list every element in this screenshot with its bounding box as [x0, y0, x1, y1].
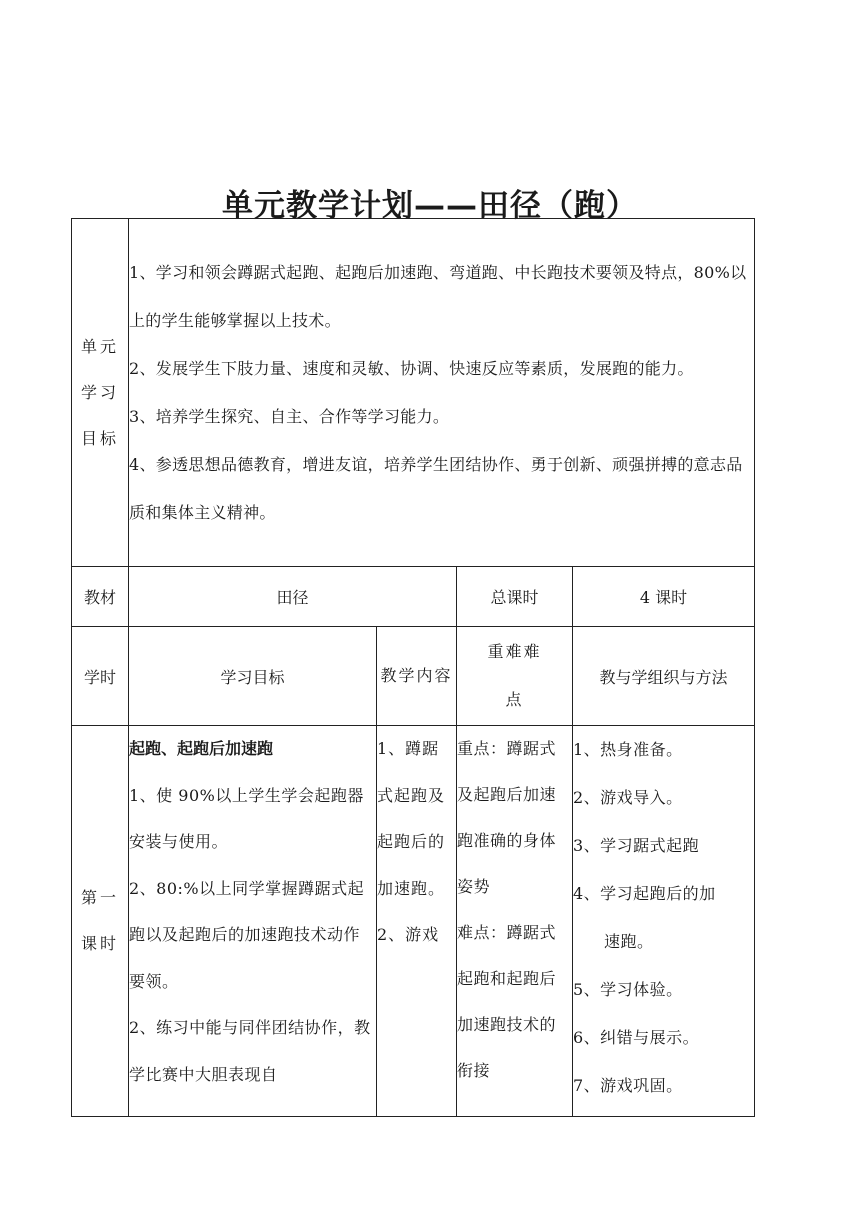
goal-item: 3、培养学生探究、自主、合作等学习能力。 — [129, 406, 450, 426]
content-item: 1、蹲踞式起跑及起跑后的加速跑。 — [377, 739, 446, 898]
method-item: 1、热身准备。 — [573, 740, 683, 759]
total-hours-label: 总课时 — [457, 567, 573, 627]
lesson-objectives — [129, 726, 377, 1117]
unit-goals-content — [129, 219, 755, 567]
page-title: 单元教学计划——田径（跑） — [222, 188, 638, 224]
method-item: 7、游戏巩固。 — [573, 1076, 683, 1095]
key-point: 重点：蹲踞式及起跑后加速跑准确的身体姿势 — [457, 739, 557, 896]
header-row — [72, 627, 755, 726]
material-value: 田径 — [129, 567, 457, 627]
goal-item: 4、参透思想品德教育，增进友谊，培养学生团结协作、勇于创新、顽强拼搏的意志品质和集体主义精神。 — [129, 454, 743, 522]
method-item-continuation: 速跑。 — [604, 932, 654, 951]
lesson-key-points — [457, 726, 573, 1117]
header-method: 教与学组织与方法 — [573, 627, 755, 726]
material-row — [72, 567, 755, 627]
lesson-row — [72, 726, 755, 1117]
goal-item: 1、学习和领会蹲踞式起跑、起跑后加速跑、弯道跑、中长跑技术要领及特点，80%以上的学生能够掌握以上技术。 — [129, 262, 747, 330]
unit-goals-label: 单元 学习 目标 — [72, 219, 129, 567]
lesson-period: 第一 课时 — [72, 726, 129, 1117]
header-difficulty: 重难难点 — [457, 627, 573, 726]
header-content: 教学内容 — [377, 627, 457, 726]
objective-item: 2、练习中能与同伴团结协作，教学比赛中大胆表现自 — [129, 1018, 371, 1084]
method-item: 4、学习起跑后的加 — [573, 884, 716, 903]
method-item: 5、学习体验。 — [573, 980, 683, 999]
unit-goals-row — [72, 219, 755, 567]
material-label: 教材 — [72, 567, 129, 627]
lesson-content — [377, 726, 457, 1117]
difficult-point: 难点：蹲踞式起跑和起跑后加速跑技术的衔接 — [457, 923, 557, 1080]
header-period: 学时 — [72, 627, 129, 726]
unit-plan-table — [71, 218, 755, 1117]
total-hours-value: 4 课时 — [573, 567, 755, 627]
objective-item: 1、使 90%以上学生学会起跑器安装与使用。 — [129, 785, 364, 851]
lesson-objective-heading: 起跑、起跑后加速跑 — [129, 739, 274, 758]
lesson-methods — [573, 726, 755, 1117]
method-item: 6、纠错与展示。 — [573, 1028, 700, 1047]
goal-item: 2、发展学生下肢力量、速度和灵敏、协调、快速反应等素质，发展跑的能力。 — [129, 358, 694, 378]
method-item: 3、学习踞式起跑 — [573, 836, 700, 855]
objective-item: 2、80:%以上同学掌握蹲踞式起跑以及起跑后的加速跑技术动作要领。 — [129, 878, 365, 991]
method-item: 2、游戏导入。 — [573, 788, 683, 807]
content-item: 2、游戏 — [377, 925, 440, 944]
header-objective: 学习目标 — [129, 627, 377, 726]
